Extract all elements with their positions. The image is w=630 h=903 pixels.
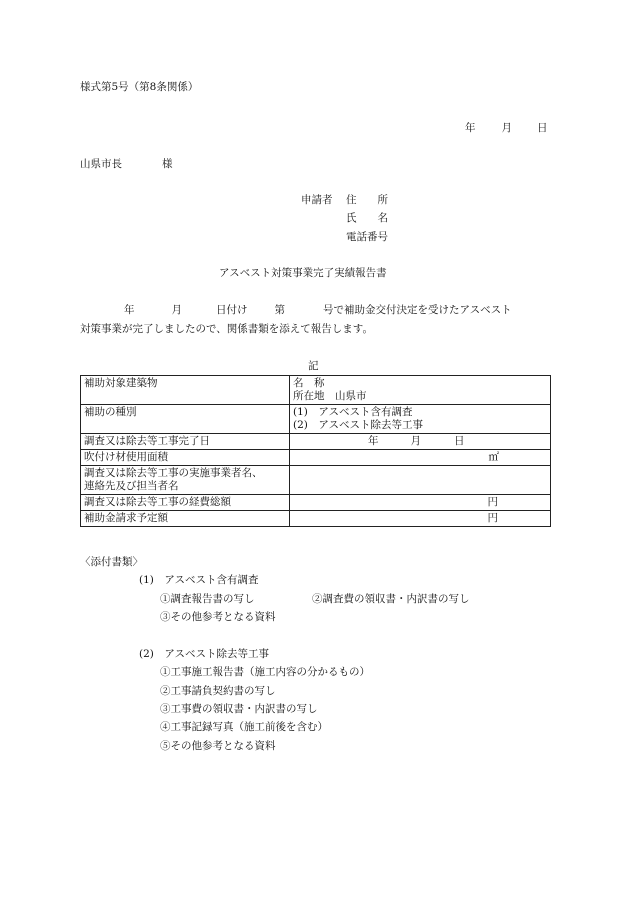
date-year: 年 <box>465 122 476 134</box>
body-line-2: 対策事業が完了しましたので、関係書類を添えて報告します。 <box>80 323 373 335</box>
body-year: 年 <box>124 304 135 316</box>
contractor-label-line-1: 調査又は除去等工事の実施事業者名、 <box>84 467 263 479</box>
attachments-section-2-item-3: ③工事費の領収書・内訳書の写し <box>160 703 318 715</box>
claim-amount-unit: 円 <box>487 512 498 524</box>
attachments-heading: 〈添付書類〉 <box>80 556 143 568</box>
body-line1-rest: 号で補助金交付決定を受けたアスベスト <box>323 304 512 316</box>
ki-heading: 記 <box>308 360 319 372</box>
table-row <box>81 466 551 495</box>
body-line-1 <box>80 303 512 317</box>
attachments-section-1-item-3: ③その他参考となる資料 <box>160 611 276 623</box>
claim-amount-cell[interactable] <box>290 511 551 527</box>
applicant-name-label: 氏 名 <box>346 212 388 224</box>
row-label: 調査又は除去等工事の経費総額 <box>81 495 290 511</box>
date-day: 日 <box>537 122 548 134</box>
date-line <box>465 121 548 135</box>
completion-date-cell[interactable] <box>290 434 551 450</box>
completion-year: 年 <box>368 435 379 447</box>
row-label: 補助金請求予定額 <box>81 511 290 527</box>
row-label <box>81 466 290 495</box>
applicant-phone-label: 電話番号 <box>346 231 388 243</box>
attachments-section-1-item-2: ②調査費の領収書・内訳書の写し <box>312 593 470 605</box>
report-table <box>80 375 551 527</box>
attachments-section-2-item-4: ④工事記録写真（施工前後を含む） <box>160 721 328 733</box>
row-label: 補助の種別 <box>81 405 290 434</box>
table-row <box>81 511 551 527</box>
form-number: 様式第5号（第8条関係） <box>80 81 199 93</box>
body-day-dated: 日付け <box>216 304 248 316</box>
table-row <box>81 495 551 511</box>
document-title: アスベスト対策事業完了実績報告書 <box>219 267 387 279</box>
total-cost-unit: 円 <box>487 496 498 508</box>
body-no-prefix: 第 <box>274 304 285 316</box>
table-row <box>81 376 551 405</box>
attachments-section-1-item-1: ①調査報告書の写し <box>160 593 255 605</box>
addressee <box>80 157 173 171</box>
subsidy-type-option-1[interactable]: (1) アスベスト含有調査 <box>293 406 413 418</box>
contractor-cell[interactable] <box>290 466 551 495</box>
total-cost-cell[interactable] <box>290 495 551 511</box>
table-row <box>81 434 551 450</box>
area-unit: ㎡ <box>488 451 499 463</box>
applicant-label: 申請者 <box>301 194 333 206</box>
row-label: 調査又は除去等工事完了日 <box>81 434 290 450</box>
attachments-section-2-item-1: ①工事施工報告書（施工内容の分かるもの） <box>160 666 370 678</box>
subsidy-type-option-2[interactable]: (2) アスベスト除去等工事 <box>293 419 423 431</box>
table-row <box>81 450 551 466</box>
completion-day: 日 <box>454 435 465 447</box>
attachments-section-2-title: (2) アスベスト除去等工事 <box>139 648 269 660</box>
body-month: 月 <box>171 304 182 316</box>
attachments-section-2-item-2: ②工事請負契約書の写し <box>160 685 276 697</box>
building-location-label: 所在地 山県市 <box>293 390 367 402</box>
date-month: 月 <box>501 122 512 134</box>
row-label: 吹付け材使用面積 <box>81 450 290 466</box>
contractor-label-line-2: 連絡先及び担当者名 <box>84 480 179 492</box>
table-row <box>81 405 551 434</box>
building-name-label: 名 称 <box>293 377 325 389</box>
attachments-section-1-title: (1) アスベスト含有調査 <box>139 574 259 586</box>
addressee-honorific: 様 <box>162 158 173 170</box>
area-cell[interactable] <box>290 450 551 466</box>
subsidy-type-cell[interactable] <box>290 405 551 434</box>
building-cell[interactable] <box>290 376 551 405</box>
applicant-address-label: 住 所 <box>346 194 388 206</box>
addressee-name: 山県市長 <box>80 158 122 170</box>
completion-month: 月 <box>410 435 421 447</box>
attachments-section-2-item-5: ⑤その他参考となる資料 <box>160 740 276 752</box>
row-label: 補助対象建築物 <box>81 376 290 405</box>
